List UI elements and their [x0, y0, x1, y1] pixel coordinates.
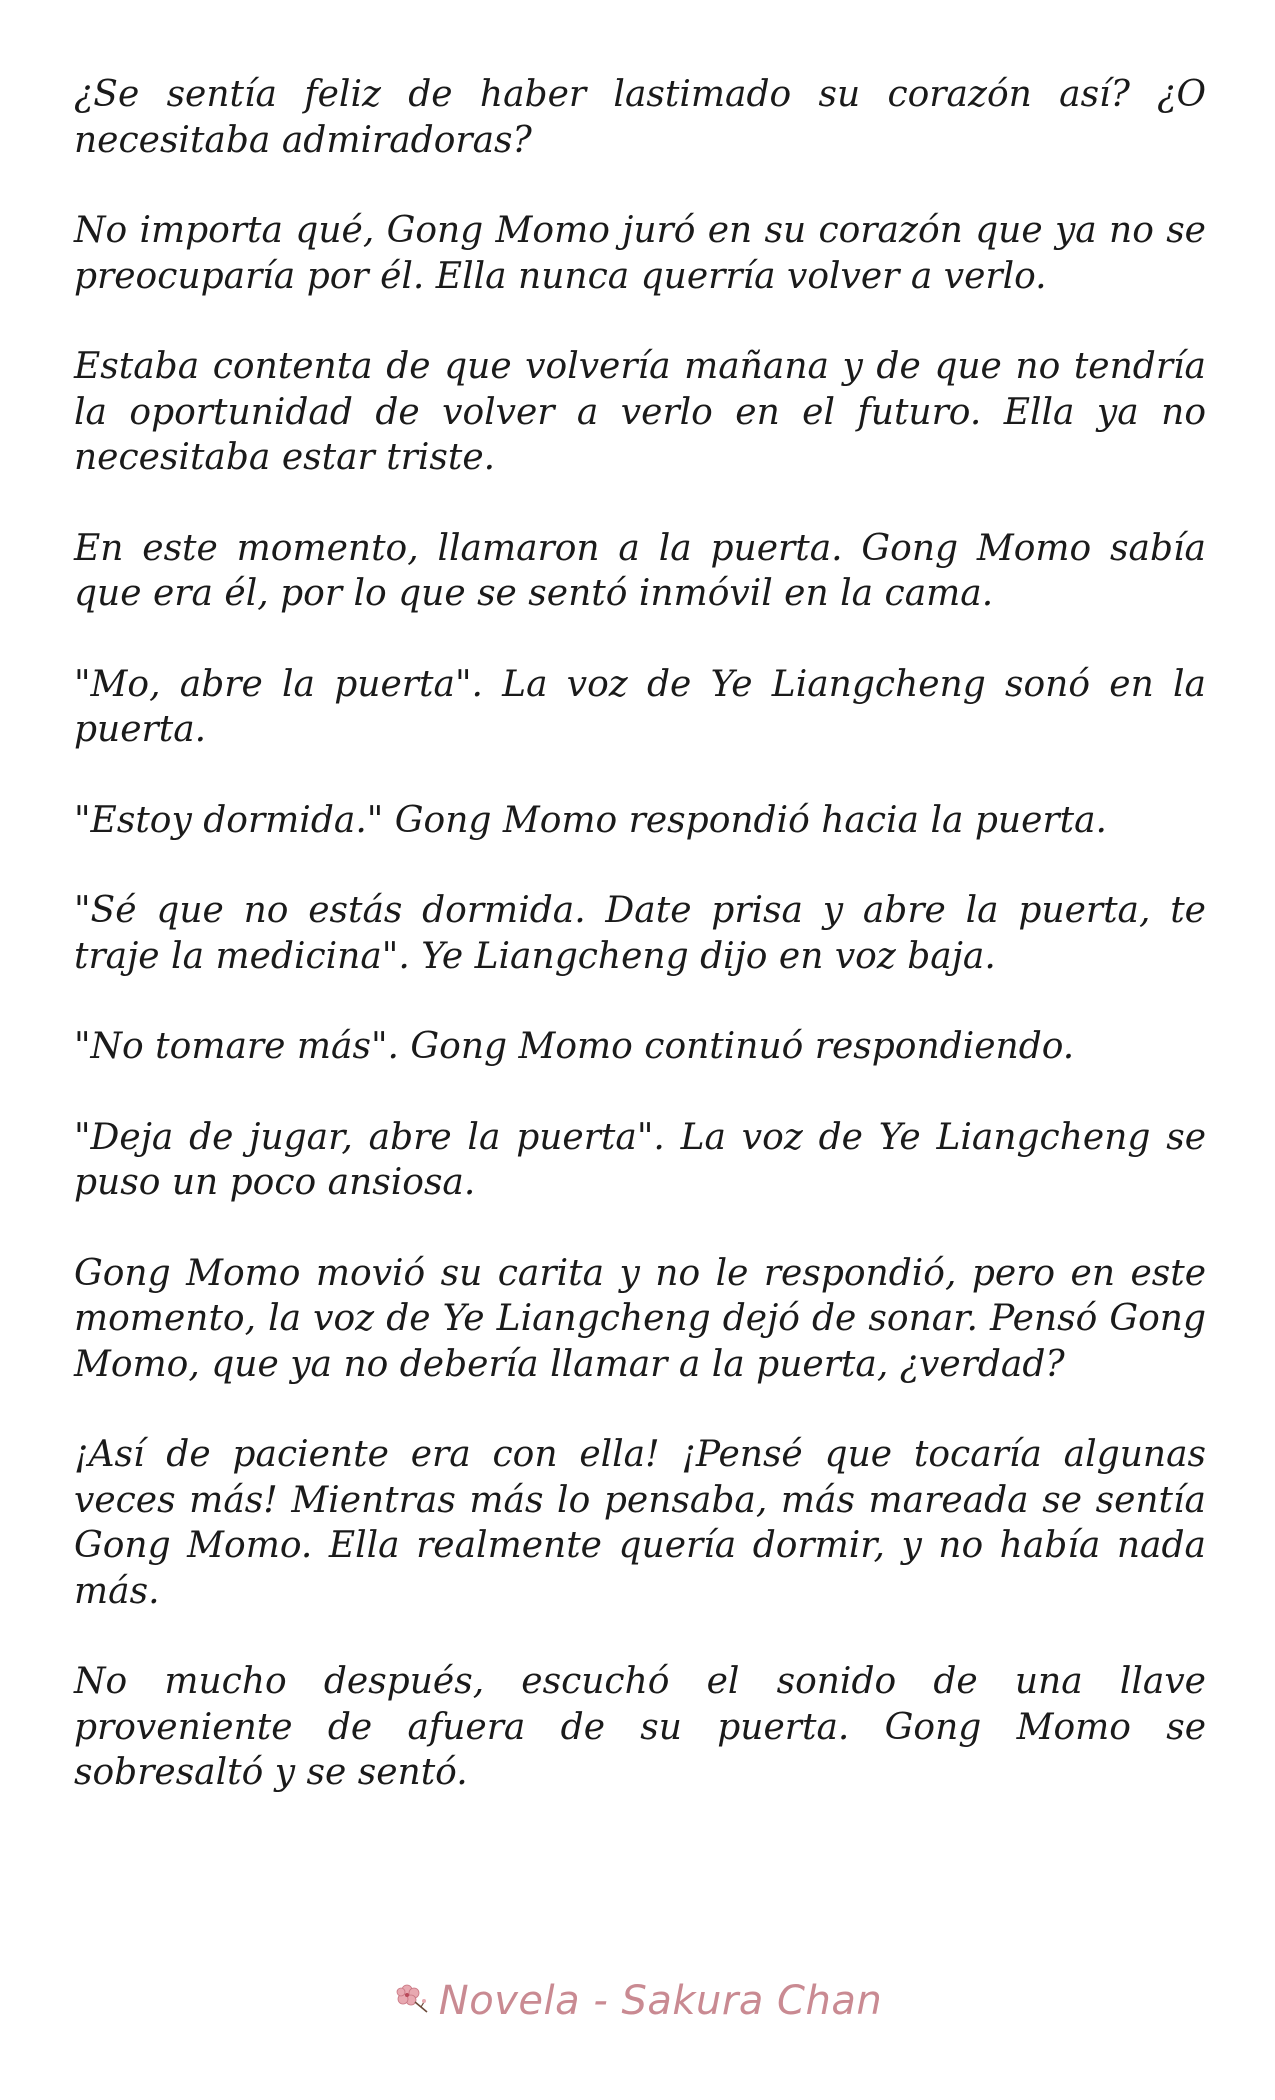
paragraph-7: "Sé que no estás dormida. Date prisa y abre la puerta, te traje la medicina". Ye Liangcheng dijo en voz baja. [74, 890, 1206, 977]
paragraph-6: "Estoy dormida." Gong Momo respondió hacia la puerta. [74, 799, 1107, 841]
paragraph-4: En este momento, llamaron a la puerta. Gong Momo sabía que era él, por lo que se sentó inmóvil en la cama. [74, 527, 1206, 614]
cherry-blossom-icon [393, 1980, 433, 2026]
paragraph-9: "Deja de jugar, abre la puerta". La voz de Ye Liangcheng se puso un poco ansiosa. [74, 1116, 1206, 1203]
paragraph-12: No mucho después, escuchó el sonido de una llave proveniente de afuera de su puerta. Gong Momo se sobresaltó y se sentó. [74, 1661, 1206, 1793]
watermark-footer [0, 1978, 1275, 2026]
paragraph-5: "Mo, abre la puerta". La voz de Ye Liangcheng sonó en la puerta. [74, 663, 1206, 750]
paragraph-3: Estaba contenta de que volvería mañana y de que no tendría la oportunidad de volver a verlo en el futuro. Ella ya no necesitaba estar triste. [74, 346, 1206, 478]
watermark-text: Novela - Sakura Chan [438, 1978, 883, 2024]
document-body [74, 72, 1206, 1841]
paragraph-8: "No tomare más". Gong Momo continuó respondiendo. [74, 1026, 1075, 1067]
paragraph-10: Gong Momo movió su carita y no le respondió, pero en este momento, la voz de Ye Liangcheng dejó de sonar. Pensó Gong Momo, que ya no debería llamar a la puerta, ¿verdad? [74, 1252, 1206, 1385]
paragraph-1: ¿Se sentía feliz de haber lastimado su corazón así? ¿O necesitaba admiradoras? [74, 74, 1206, 161]
paragraph-2: No importa qué, Gong Momo juró en su corazón que ya no se preocuparía por él. Ella nunca querría volver a verlo. [74, 210, 1206, 297]
paragraph-11: ¡Así de paciente era con ella! ¡Pensé que tocaría algunas veces más! Mientras más lo pensaba, más mareada se sentía Gong Momo. Ella realmente quería dormir, y no había nada más. [74, 1434, 1206, 1612]
